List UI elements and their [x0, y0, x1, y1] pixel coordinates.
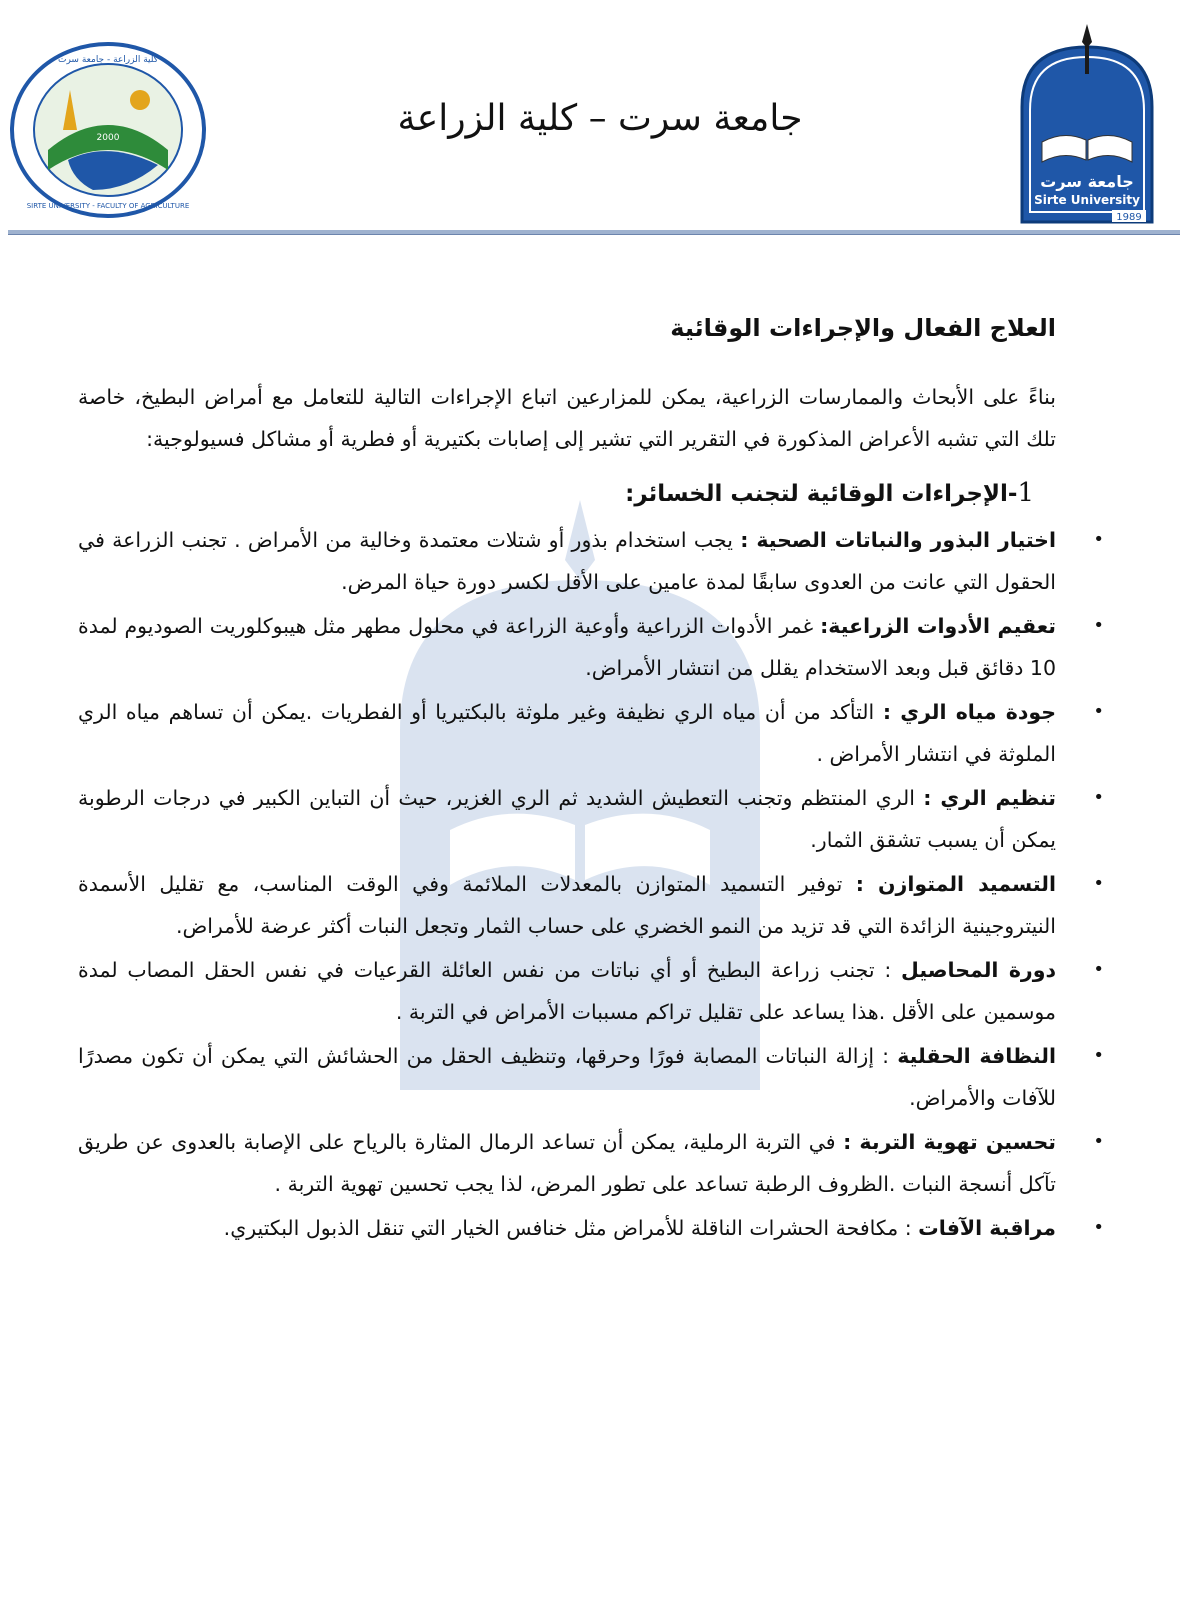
item-term: النظافة الحقلية	[897, 1044, 1056, 1068]
document-body	[78, 308, 1104, 1251]
item-text: غمر الأدوات الزراعية وأوعية الزراعة في محلول مطهر مثل هيبوكلوريت الصوديوم لمدة 10 دقائق قبل وبعد الاستخدام يقلل من انتشار الأمراض.	[78, 614, 1056, 680]
item-text: : تجنب زراعة البطيخ أو أي نباتات من نفس العائلة القرعيات في نفس الحقل المصاب لمدة موسمين على الأقل .هذا يساعد على تقليل تراكم مسببات الأمراض في التربة .	[78, 958, 1056, 1024]
section-heading	[78, 472, 1056, 515]
sirte-logo-name-en	[1034, 193, 1140, 207]
bullet-icon: •	[1093, 701, 1104, 722]
preventive-measures-list	[78, 519, 1104, 1249]
item-term: مراقبة الآفات	[918, 1216, 1056, 1240]
bullet-icon: •	[1093, 1045, 1104, 1066]
svg-text:جامعة سرت: جامعة سرت	[1040, 172, 1134, 191]
intro-paragraph: بناءً على الأبحاث والممارسات الزراعية، يمكن للمزارعين اتباع الإجراءات التالية للتعامل مع أمراض البطيخ، خاصة تلك التي تشبه الأعراض المذكورة في التقرير التي تشير إلى إصابات بكتيرية أو فطرية أو مشاكل فسيولوجية:	[78, 385, 1056, 451]
bullet-icon: •	[1093, 873, 1104, 894]
item-text: في التربة الرملية، يمكن أن تساعد الرمال المثارة بالرياح على الإصابة بالعدوى عن طريق تآكل أنسجة النبات .الظروف الرطبة تساعد على تطور المرض، لذا يجب تحسين تهوية التربة .	[78, 1130, 1056, 1196]
header-divider	[8, 230, 1180, 235]
sun-icon	[130, 90, 150, 110]
svg-text:Sirte University: Sirte University	[1034, 193, 1140, 207]
document-title: العلاج الفعال والإجراءات الوقائية	[670, 314, 1056, 342]
faculty-logo-ring-bottom: SIRTE UNIVERSITY - FACULTY OF AGRICULTURE	[26, 202, 190, 210]
list-item	[78, 691, 1104, 775]
item-term: جودة مياه الري :	[882, 700, 1057, 724]
bullet-icon: •	[1093, 787, 1104, 808]
item-text: : إزالة النباتات المصابة فورًا وحرقها، وتنظيف الحقل من الحشائش التي يمكن أن تكون مصدرًا للآفات والأمراض.	[78, 1044, 1056, 1110]
list-item	[78, 949, 1104, 1033]
faculty-logo-year: 2000	[96, 133, 120, 143]
item-text: : مكافحة الحشرات الناقلة للأمراض مثل خنافس الخيار التي تنقل الذبول البكتيري.	[223, 1216, 919, 1240]
bullet-icon: •	[1093, 529, 1104, 550]
list-item	[78, 1121, 1104, 1205]
list-item	[78, 1207, 1104, 1249]
item-term: التسميد المتوازن :	[855, 872, 1056, 896]
sirte-university-logo	[1012, 22, 1162, 227]
bullet-icon: •	[1093, 1131, 1104, 1152]
section-heading-text: -الإجراءات الوقائية لتجنب الخسائر:	[625, 481, 1018, 507]
list-item	[78, 519, 1104, 603]
bullet-icon: •	[1093, 1217, 1104, 1238]
item-term: تنظيم الري :	[923, 786, 1056, 810]
item-text: الري المنتظم وتجنب التعطيش الشديد ثم الري الغزير، حيث أن التباين الكبير في درجات الرطوبة يمكن أن يسبب تشقق الثمار.	[78, 786, 1056, 852]
list-item	[78, 605, 1104, 689]
page-title: جامعة سرت – كلية الزراعة	[397, 98, 803, 139]
item-text: يجب استخدام بذور أو شتلات معتمدة وخالية من الأمراض . تجنب الزراعة في الحقول التي عانت من العدوى سابقًا لمدة عامين على الأقل لكسر دورة حياة المرض.	[78, 528, 1056, 594]
list-item	[78, 863, 1104, 947]
page-header	[0, 0, 1186, 240]
list-item	[78, 1035, 1104, 1119]
item-text: توفير التسميد المتوازن بالمعدلات الملائمة وفي الوقت المناسب، مع تقليل الأسمدة النيتروجينية الزائدة التي قد تزيد من النمو الخضري على حساب الثمار وتجعل النبات أكثر عرضة للأمراض.	[78, 872, 1056, 938]
list-item	[78, 777, 1104, 861]
item-text: التأكد من أن مياه الري نظيفة وغير ملوثة بالبكتيريا أو الفطريات .يمكن أن تساهم مياه الري الملوثة في انتشار الأمراض .	[78, 700, 1056, 766]
item-term: تحسين تهوية التربة :	[843, 1130, 1056, 1154]
item-term: اختيار البذور والنباتات الصحية :	[740, 528, 1056, 552]
section-number: 1	[1017, 478, 1034, 508]
faculty-of-agriculture-logo	[8, 40, 208, 220]
faculty-logo-ring-top: كلية الزراعة - جامعة سرت	[57, 55, 159, 65]
bullet-icon: •	[1093, 959, 1104, 980]
item-term: دورة المحاصيل	[901, 958, 1056, 982]
sirte-logo-year: 1989	[1116, 212, 1142, 223]
item-term: تعقيم الأدوات الزراعية:	[820, 614, 1057, 638]
sirte-logo-name-ar	[1040, 172, 1134, 191]
bullet-icon: •	[1093, 615, 1104, 636]
